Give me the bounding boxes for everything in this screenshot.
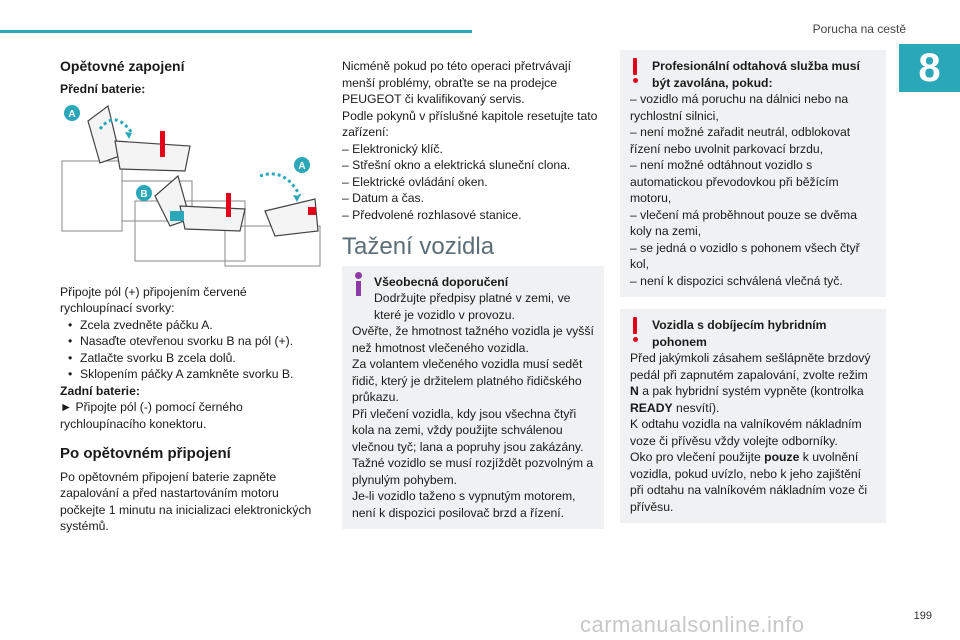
hybrid-paragraph: Před jakýmkoli zásahem sešlápněte brzdový pedál při zapnutém zapalování, zvolte režim N a pak hybridní systém vypněte (kontrolka READY nesvítí). <box>630 351 871 415</box>
section-title-reconnect: Opětovné zapojení <box>60 58 185 74</box>
clamp-step: • Zatlačte svorku B zcela dolů. <box>68 350 322 367</box>
warning-box-hybrid <box>620 309 886 523</box>
chapter-badge: 8 <box>899 44 960 92</box>
reset-item: – Elektrické ovládání oken. <box>342 174 488 189</box>
info-note-paragraph: Ověřte, že hmotnost tažného vozidla je vyšší než hmotnost vlečeného vozidla. <box>352 324 594 355</box>
info-note-title: Všeobecná doporučení <box>374 274 509 289</box>
warning-item: – není možné zařadit neutrál, odblokovat řízení nebo uvolnit parkovací brzdu, <box>630 125 851 156</box>
watermark: carmanualsonline.info <box>580 612 805 637</box>
column-left <box>60 58 322 535</box>
info-icon <box>352 272 364 296</box>
reset-paragraph: Podle pokynů v příslušné kapitole resetujte tato zařízení: <box>342 108 598 139</box>
reset-item: – Předvolené rozhlasové stanice. <box>342 207 522 222</box>
warning-title: Profesionální odtahová služba musí být zavolána, pokud: <box>652 59 860 90</box>
instruction-connect-negative: ► Připojte pól (-) pomocí černého rychloupínacího konektoru. <box>60 400 243 431</box>
info-note-paragraph: Je-li vozidlo taženo s vypnutým motorem, není k dispozici posilovač brzd a řízení. <box>352 489 576 520</box>
warning-icon <box>630 317 640 345</box>
instruction-connect-positive: Připojte pól (+) připojením červené rychloupínací svorky: <box>60 284 247 315</box>
clamp-steps-list <box>60 317 322 383</box>
figure-label-b: B <box>140 189 148 200</box>
section-title-after-reconnect: Po opětovném připojení <box>60 445 231 462</box>
info-note-paragraph: Za volantem vlečeného vozidla musí sedět řidič, který je držitelem platného řidičského průkazu. <box>352 357 583 404</box>
clamp-step: • Zcela zvedněte páčku A. <box>68 317 322 334</box>
warning-title-hybrid: Vozidla s dobíjecím hybridním pohonem <box>652 318 827 349</box>
hybrid-paragraph: K odtahu vozidla na valníkovém nákladním voze či přívěsu vždy volejte odborníky. <box>630 417 862 448</box>
page-header-title: Porucha na cestě <box>812 22 906 36</box>
warning-item: – není k dispozici schválená vlečná tyč. <box>630 273 843 288</box>
warning-icon <box>630 58 640 86</box>
info-note-paragraph: Tažné vozidlo se musí rozjíždět pozvolným a plynulým pohybem. <box>352 456 594 487</box>
clamp-step: • Sklopením páčky A zamkněte svorku B. <box>68 366 322 383</box>
info-note-box <box>342 266 604 530</box>
reset-items-list <box>342 141 604 224</box>
column-middle <box>342 58 604 529</box>
warning-item: – se jedná o vozidlo s pohonem všech čtyř kol, <box>630 240 860 271</box>
after-reconnect-text: Po opětovném připojení baterie zapněte zapalování a před nastartováním motoru počkejte 1 minutu na inicializaci elektronických systémů. <box>60 469 312 533</box>
warning-box-towing-service <box>620 50 886 297</box>
front-battery-label: Přední baterie: <box>60 81 146 96</box>
hybrid-paragraph: Oko pro vlečení použijte pouze k uvolnění vozidla, pokud uvízlo, nebo k jeho zajištění při odtahu na valníkovém nákladním voze či přívěsu. <box>630 450 868 514</box>
battery-clamp-illustration <box>60 101 322 269</box>
reset-item: – Datum a čas. <box>342 191 424 205</box>
reset-item: – Střešní okno a elektrická sluneční clona. <box>342 158 571 172</box>
warning-item: – vlečení má proběhnout pouze se dvěma koly na zemi, <box>630 207 857 238</box>
figure-label-a-right: A <box>298 161 306 172</box>
page-number: 199 <box>913 610 932 622</box>
reset-item: – Elektronický klíč. <box>342 141 443 156</box>
header-accent-bar <box>0 30 472 33</box>
info-note-paragraph: Dodržujte předpisy platné v zemi, ve které je vozidlo v provozu. <box>374 291 571 322</box>
warning-item: – vozidlo má poruchu na dálnici nebo na rychlostní silnici, <box>630 92 849 123</box>
section-title-towing: Tažení vozidla <box>342 233 495 260</box>
figure-label-a-top: A <box>68 109 76 120</box>
info-note-paragraph: Při vlečení vozidla, kdy jsou všechna čtyři kola na zemi, vždy použijte schválenou vlečnou tyč; lana a popruhy jsou zakázány. <box>352 406 584 454</box>
rear-battery-label: Zadní baterie: <box>60 383 140 398</box>
warning-item: – není možné odtáhnout vozidlo s automatickou převodovkou při běžícím motoru, <box>630 158 839 205</box>
column-right <box>620 50 886 523</box>
clamp-step: • Nasaďte otevřenou svorku B na pól (+). <box>68 333 322 350</box>
intro-paragraph: Nicméně pokud po této operaci přetrvávají menší problémy, obraťte se na prodejce PEUGEOT či kvalifikovaný servis. <box>342 59 571 106</box>
